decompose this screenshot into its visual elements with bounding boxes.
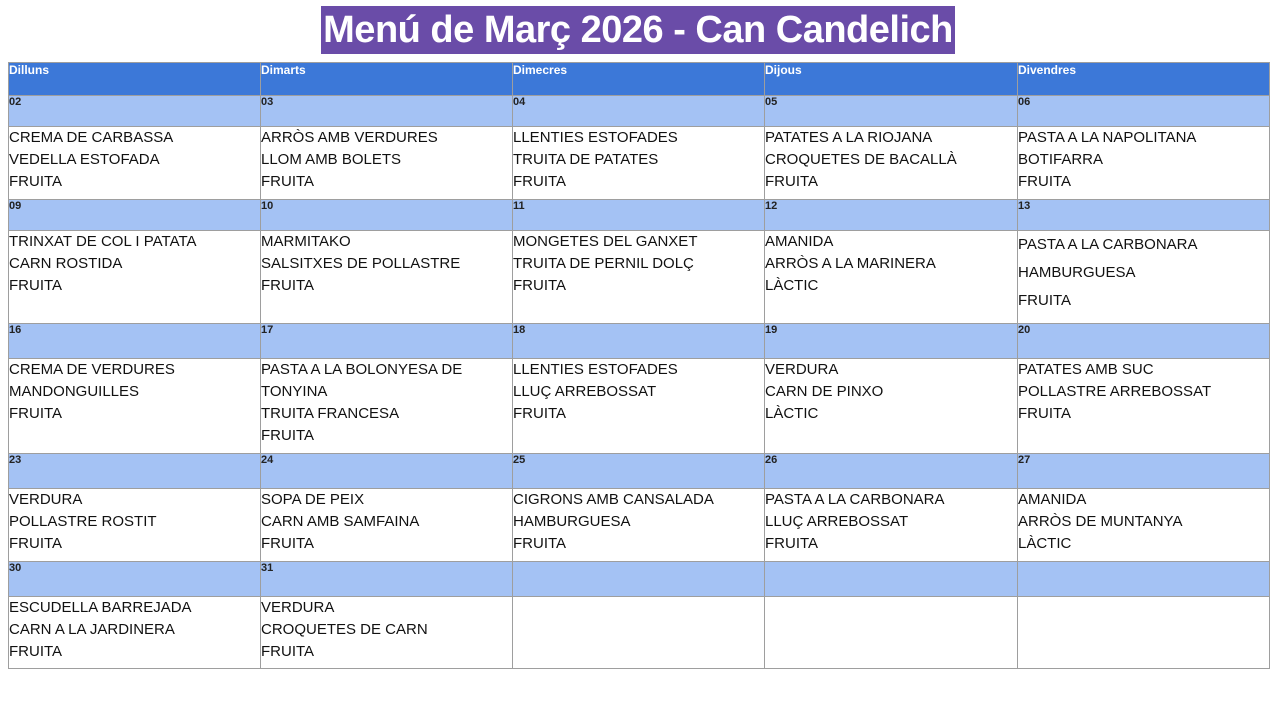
date-cell: 31: [261, 562, 513, 597]
menu-row-week-3: [9, 359, 1270, 454]
dish-item: MONGETES DEL GANXET: [513, 233, 698, 250]
dish-item: FRUITA: [9, 277, 63, 294]
dish-item: ARRÒS AMB VERDURES: [261, 129, 438, 146]
dish-item: LLENTIES ESTOFADES: [513, 361, 678, 378]
dish-item: ESCUDELLA BARREJADA: [9, 599, 192, 616]
date-cell: 19: [765, 324, 1018, 359]
date-cell: 11: [513, 200, 765, 231]
menu-cell: [513, 359, 765, 454]
dish-item: TRUITA DE PATATES: [513, 151, 659, 168]
date-row-week-3: [9, 324, 1270, 359]
date-cell: 13: [1018, 200, 1270, 231]
dish-item: SOPA DE PEIX: [261, 491, 365, 508]
weekday-header-divendres: Divendres: [1018, 63, 1270, 96]
dish-item: FRUITA: [1018, 292, 1072, 309]
dish-item: CREMA DE CARBASSA: [9, 129, 174, 146]
date-row-week-1: [9, 96, 1270, 127]
dish-item: FRUITA: [9, 643, 63, 660]
menu-cell: [1018, 597, 1270, 669]
date-cell: [765, 562, 1018, 597]
menu-cell: [765, 231, 1018, 324]
dish-item: PASTA A LA BOLONYESA DE TONYINA: [261, 361, 463, 400]
dish-item: CROQUETES DE BACALLÀ: [765, 151, 957, 168]
dish-item: FRUITA: [261, 277, 315, 294]
dish-item: PATATES AMB SUC: [1018, 361, 1154, 378]
menu-cell: [513, 597, 765, 669]
menu-cell: [1018, 231, 1270, 324]
menu-cell: [261, 597, 513, 669]
menu-cell: [513, 127, 765, 200]
dish-item: FRUITA: [261, 427, 315, 444]
dish-item: FRUITA: [261, 643, 315, 660]
date-row-week-4: [9, 454, 1270, 489]
menu-cell: [765, 127, 1018, 200]
menu-cell: [765, 489, 1018, 562]
dish-item: MARMITAKO: [261, 233, 351, 250]
weekday-header-row: [9, 63, 1270, 96]
dish-item: LLUÇ ARREBOSSAT: [513, 383, 657, 400]
dish-item: LÀCTIC: [1018, 535, 1072, 552]
date-row-week-2: [9, 200, 1270, 231]
date-cell: 27: [1018, 454, 1270, 489]
dish-item: AMANIDA: [765, 233, 834, 250]
menu-cell: [1018, 359, 1270, 454]
menu-cell: [9, 231, 261, 324]
dish-item: FRUITA: [513, 535, 567, 552]
dish-item: FRUITA: [1018, 173, 1072, 190]
dish-item: FRUITA: [765, 173, 819, 190]
dish-item: LLENTIES ESTOFADES: [513, 129, 678, 146]
date-cell: 17: [261, 324, 513, 359]
menu-cell: [1018, 489, 1270, 562]
date-cell: 20: [1018, 324, 1270, 359]
menu-cell: [9, 597, 261, 669]
date-cell: 03: [261, 96, 513, 127]
dish-item: VERDURA: [765, 361, 839, 378]
menu-calendar-table: [8, 62, 1270, 669]
dish-item: VEDELLA ESTOFADA: [9, 151, 160, 168]
title-wrap: [0, 6, 1276, 56]
menu-cell: [513, 231, 765, 324]
dish-item: BOTIFARRA: [1018, 151, 1104, 168]
date-cell: 06: [1018, 96, 1270, 127]
dish-item: FRUITA: [513, 173, 567, 190]
date-cell: 25: [513, 454, 765, 489]
dish-item: CARN AMB SAMFAINA: [261, 513, 420, 530]
dish-item: CIGRONS AMB CANSALADA: [513, 491, 714, 508]
menu-row-week-4: [9, 489, 1270, 562]
menu-cell: [9, 489, 261, 562]
dish-item: PASTA A LA NAPOLITANA: [1018, 129, 1197, 146]
dish-item: POLLASTRE ROSTIT: [9, 513, 157, 530]
menu-cell: [261, 231, 513, 324]
dish-item: FRUITA: [765, 535, 819, 552]
calendar-body: [9, 96, 1270, 669]
menu-cell: [765, 597, 1018, 669]
date-cell: 26: [765, 454, 1018, 489]
dish-item: ARRÒS A LA MARINERA: [765, 255, 936, 272]
menu-cell: [765, 359, 1018, 454]
dish-item: MANDONGUILLES: [9, 383, 140, 400]
dish-item: FRUITA: [1018, 405, 1072, 422]
dish-item: FRUITA: [513, 277, 567, 294]
dish-item: TRINXAT DE COL I PATATA: [9, 233, 197, 250]
date-cell: [513, 562, 765, 597]
date-cell: 30: [9, 562, 261, 597]
dish-item: CARN A LA JARDINERA: [9, 621, 175, 638]
dish-item: LÀCTIC: [765, 405, 819, 422]
dish-item: LLOM AMB BOLETS: [261, 151, 402, 168]
date-cell: 23: [9, 454, 261, 489]
menu-cell: [1018, 127, 1270, 200]
date-cell: 09: [9, 200, 261, 231]
date-row-week-5: [9, 562, 1270, 597]
date-cell: 12: [765, 200, 1018, 231]
dish-item: FRUITA: [261, 535, 315, 552]
weekday-header-dimecres: Dimecres: [513, 63, 765, 96]
dish-item: LLUÇ ARREBOSSAT: [765, 513, 909, 530]
menu-cell: [513, 489, 765, 562]
dish-item: ARRÒS DE MUNTANYA: [1018, 513, 1183, 530]
dish-item: FRUITA: [261, 173, 315, 190]
weekday-header-dijous: Dijous: [765, 63, 1018, 96]
dish-item: CARN ROSTIDA: [9, 255, 123, 272]
date-cell: 18: [513, 324, 765, 359]
menu-cell: [261, 127, 513, 200]
date-cell: 16: [9, 324, 261, 359]
date-cell: 24: [261, 454, 513, 489]
menu-cell: [261, 489, 513, 562]
dish-item: SALSITXES DE POLLASTRE: [261, 255, 461, 272]
date-cell: 04: [513, 96, 765, 127]
dish-item: FRUITA: [9, 173, 63, 190]
dish-item: AMANIDA: [1018, 491, 1087, 508]
date-cell: 05: [765, 96, 1018, 127]
dish-item: CARN DE PINXO: [765, 383, 884, 400]
dish-item: VERDURA: [261, 599, 335, 616]
page-title: Menú de Març 2026 - Can Candelich: [321, 6, 955, 54]
dish-item: POLLASTRE ARREBOSSAT: [1018, 383, 1212, 400]
menu-row-week-2: [9, 231, 1270, 324]
dish-item: PASTA A LA CARBONARA: [765, 491, 945, 508]
menu-cell: [261, 359, 513, 454]
date-cell: [1018, 562, 1270, 597]
menu-cell: [9, 127, 261, 200]
weekday-header-dilluns: Dilluns: [9, 63, 261, 96]
dish-item: CREMA DE VERDURES: [9, 361, 175, 378]
dish-item: HAMBURGUESA: [513, 513, 631, 530]
dish-item: TRUITA DE PERNIL DOLÇ: [513, 255, 694, 272]
dish-item: FRUITA: [9, 535, 63, 552]
dish-item: FRUITA: [513, 405, 567, 422]
dish-item: FRUITA: [9, 405, 63, 422]
dish-item: PATATES A LA RIOJANA: [765, 129, 933, 146]
dish-item: TRUITA FRANCESA: [261, 405, 400, 422]
dish-item: LÀCTIC: [765, 277, 819, 294]
date-cell: 10: [261, 200, 513, 231]
menu-row-week-5: [9, 597, 1270, 669]
date-cell: 02: [9, 96, 261, 127]
weekday-header-dimarts: Dimarts: [261, 63, 513, 96]
menu-cell: [9, 359, 261, 454]
dish-item: CROQUETES DE CARN: [261, 621, 428, 638]
dish-item: VERDURA: [9, 491, 83, 508]
menu-row-week-1: [9, 127, 1270, 200]
dish-item: PASTA A LA CARBONARA: [1018, 236, 1198, 253]
dish-item: HAMBURGUESA: [1018, 264, 1136, 281]
